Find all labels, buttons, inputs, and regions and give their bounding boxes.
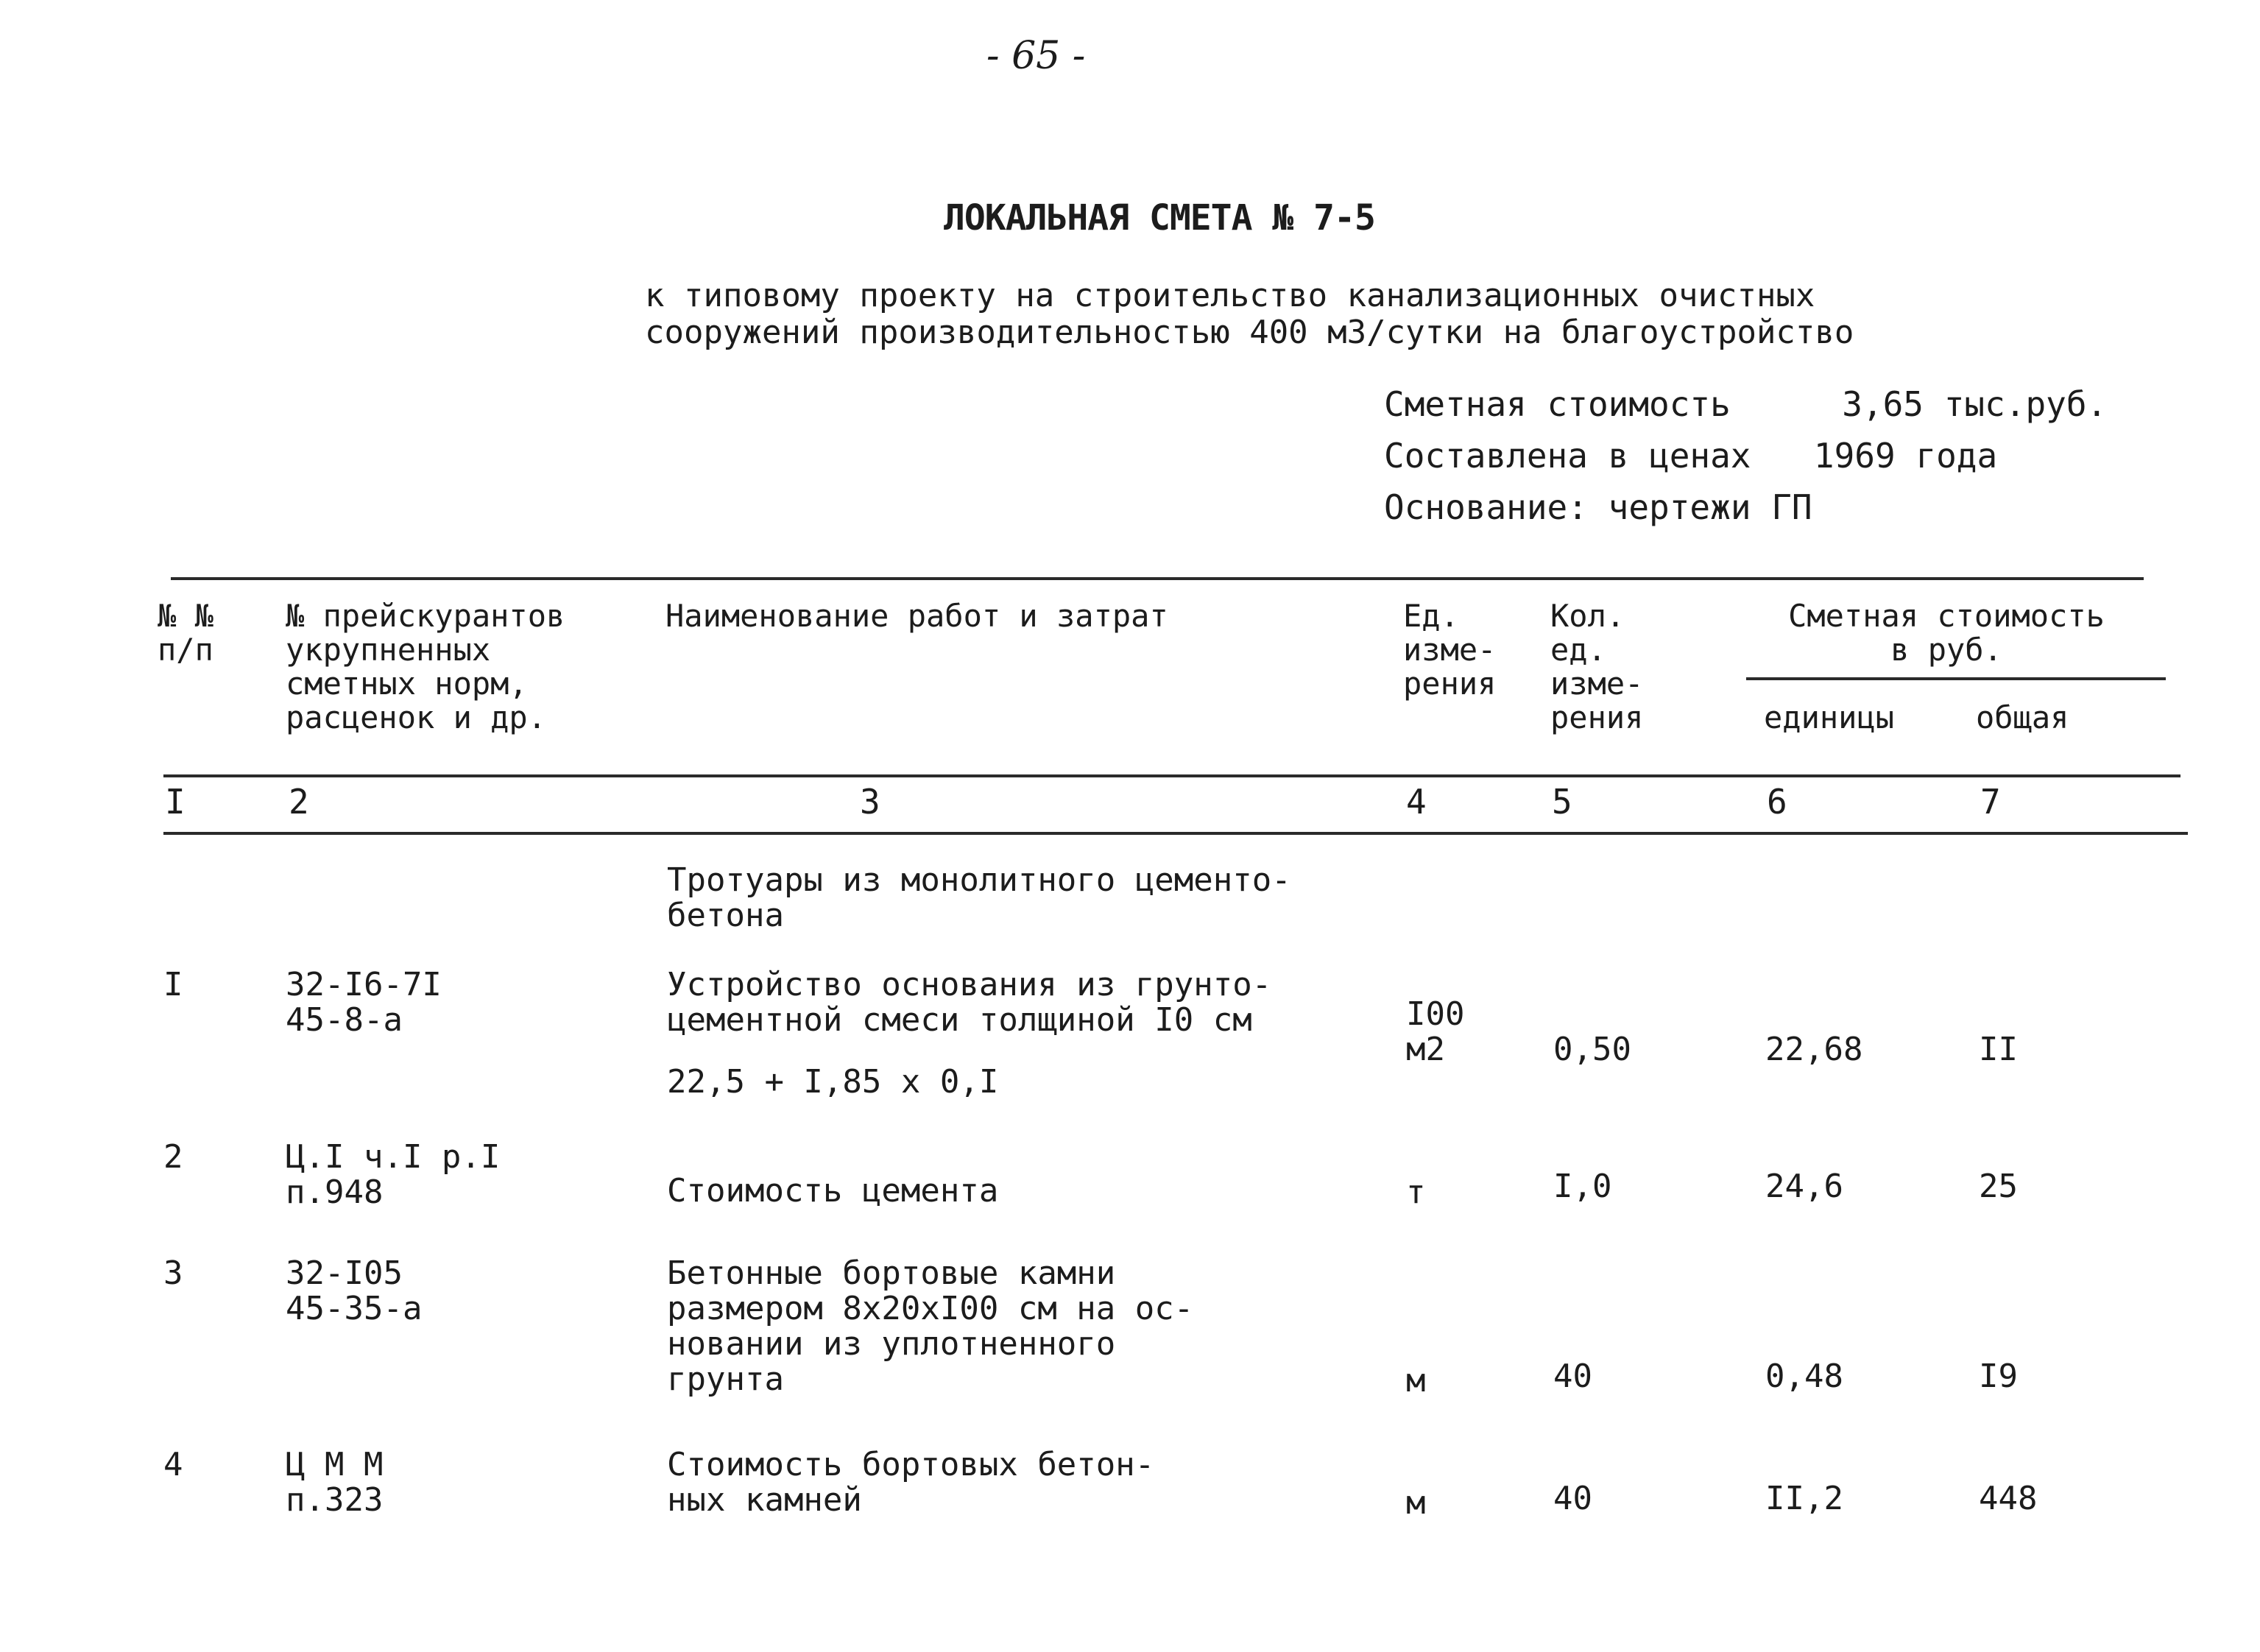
header-text: № № — [158, 598, 213, 634]
row-work-name — [667, 1447, 1154, 1518]
reference-line: Ц М М — [286, 1446, 384, 1483]
unit-line: т — [1406, 1173, 1426, 1211]
header-text: рения — [1550, 699, 1644, 735]
header-text: расценок и др. — [286, 699, 547, 735]
reference-line: п.948 — [286, 1173, 384, 1211]
basis-line — [1384, 487, 1812, 527]
header-text: Кол. — [1550, 598, 1625, 634]
header-row-number — [158, 599, 213, 667]
estimated-cost-value: 3,65 тыс.руб. — [1842, 384, 2108, 424]
basis-value: чертежи ГП — [1608, 487, 1812, 527]
header-estimated-cost — [1762, 599, 2130, 667]
header-text: укрупненных — [286, 632, 491, 668]
row-total: 25 — [1979, 1168, 2018, 1205]
estimated-cost-label: Сметная стоимость — [1384, 384, 1731, 424]
row-number: 3 — [163, 1254, 183, 1292]
basis-label: Основание: — [1384, 487, 1588, 527]
work-name-line: ных камней — [667, 1481, 862, 1519]
unit-line: м2 — [1406, 1031, 1445, 1068]
row-work-name — [667, 1173, 998, 1209]
row-unit — [1406, 1363, 1426, 1399]
header-text: рения — [1403, 666, 1497, 702]
document-title: ЛОКАЛЬНАЯ СМЕТА № 7-5 — [944, 197, 1375, 239]
row-number: 4 — [163, 1446, 183, 1483]
column-number: 6 — [1767, 782, 1787, 822]
row-total: 448 — [1979, 1480, 2038, 1517]
table-top-rule — [171, 577, 2144, 580]
unit-line: I00 — [1406, 995, 1465, 1033]
header-text: в руб. — [1890, 632, 2002, 668]
work-name-line: грунта — [667, 1360, 784, 1398]
prices-year-line — [1384, 436, 1997, 476]
header-bottom-rule — [163, 774, 2180, 777]
row-unit — [1406, 1175, 1426, 1210]
header-text: № прейскурантов — [286, 598, 565, 634]
work-name-line: цементной смеси толщиной I0 см — [667, 1001, 1252, 1039]
prices-year-label: Составлена в ценах — [1384, 436, 1751, 476]
price-header-rule — [1746, 677, 2166, 680]
header-work-name — [665, 599, 1168, 633]
reference-line: 32-I05 — [286, 1254, 403, 1292]
work-name-line: Устройство основания из грунто- — [667, 966, 1272, 1003]
row-reference — [286, 1256, 422, 1327]
section-title — [667, 863, 1291, 933]
header-unit — [1403, 599, 1496, 701]
header-total: общая — [1976, 699, 2069, 735]
row-reference — [286, 967, 442, 1038]
column-numbers-rule — [163, 832, 2188, 835]
header-text: сметных норм, — [286, 666, 528, 702]
section-title-line: Тротуары из монолитного цементо- — [667, 861, 1291, 899]
row-total: I9 — [1979, 1358, 2018, 1395]
column-number: 7 — [1980, 782, 2001, 822]
row-quantity: 40 — [1553, 1480, 1592, 1517]
estimated-cost-line — [1384, 384, 2107, 424]
row-unit — [1406, 1486, 1426, 1521]
header-text: ед. — [1550, 632, 1606, 668]
row-quantity: 40 — [1553, 1358, 1592, 1395]
unit-line: м — [1406, 1362, 1426, 1399]
header-text: изме- — [1403, 632, 1497, 668]
header-unit-price: единицы — [1764, 699, 1895, 735]
row-unit — [1406, 997, 1464, 1067]
row-number: 2 — [163, 1138, 183, 1176]
work-name-line: Стоимость бортовых бетон- — [667, 1446, 1155, 1483]
header-quantity — [1550, 599, 1643, 735]
work-name-line: Стоимость цемента — [667, 1172, 999, 1210]
column-number: 4 — [1406, 782, 1427, 822]
subtitle-line-1: к типовому проекту на строительство канализационных очистных — [645, 277, 1815, 314]
row-reference — [286, 1447, 383, 1518]
reference-line: 45-8-а — [286, 1001, 403, 1039]
header-text: Ед. — [1403, 598, 1459, 634]
header-text: Сметная стоимость — [1788, 598, 2105, 634]
column-number: 5 — [1552, 782, 1572, 822]
subtitle-line-2: сооружений производительностью 400 м3/сутки на благоустройство — [645, 314, 1854, 351]
row-unit-price: 22,68 — [1765, 1031, 1863, 1068]
reference-line: 32-I6-7I — [286, 966, 442, 1003]
work-name-line: Бетонные бортовые камни — [667, 1254, 1116, 1292]
work-name-line: новании из уплотненного — [667, 1325, 1116, 1363]
reference-line: 45-35-а — [286, 1290, 423, 1327]
row-work-name — [667, 967, 1271, 1038]
row-number: I — [163, 966, 183, 1003]
row-formula: 22,5 + I,85 x 0,I — [667, 1063, 999, 1101]
row-work-name — [667, 1256, 1193, 1397]
header-price-list-ref — [286, 599, 565, 735]
section-title-line: бетона — [667, 897, 784, 934]
row-unit-price: 24,6 — [1765, 1168, 1843, 1205]
prices-year-value: 1969 года — [1813, 436, 1998, 476]
row-quantity: 0,50 — [1553, 1031, 1631, 1068]
row-unit-price: II,2 — [1765, 1480, 1843, 1517]
reference-line: п.323 — [286, 1481, 384, 1519]
row-quantity: I,0 — [1553, 1168, 1612, 1205]
row-unit-price: 0,48 — [1765, 1358, 1843, 1395]
row-reference — [286, 1140, 500, 1210]
row-total: II — [1979, 1031, 2018, 1068]
unit-line: м — [1406, 1484, 1426, 1522]
work-name-line: размером 8x20xI00 см на ос- — [667, 1290, 1194, 1327]
reference-line: Ц.I ч.I р.I — [286, 1138, 501, 1176]
column-number: 3 — [860, 782, 880, 822]
header-text: п/п — [158, 632, 213, 668]
page-number: - 65 - — [986, 34, 1086, 78]
column-number: 2 — [289, 782, 309, 822]
column-number: I — [165, 782, 186, 822]
header-text: Наименование работ и затрат — [665, 598, 1168, 634]
header-text: изме- — [1550, 666, 1644, 702]
